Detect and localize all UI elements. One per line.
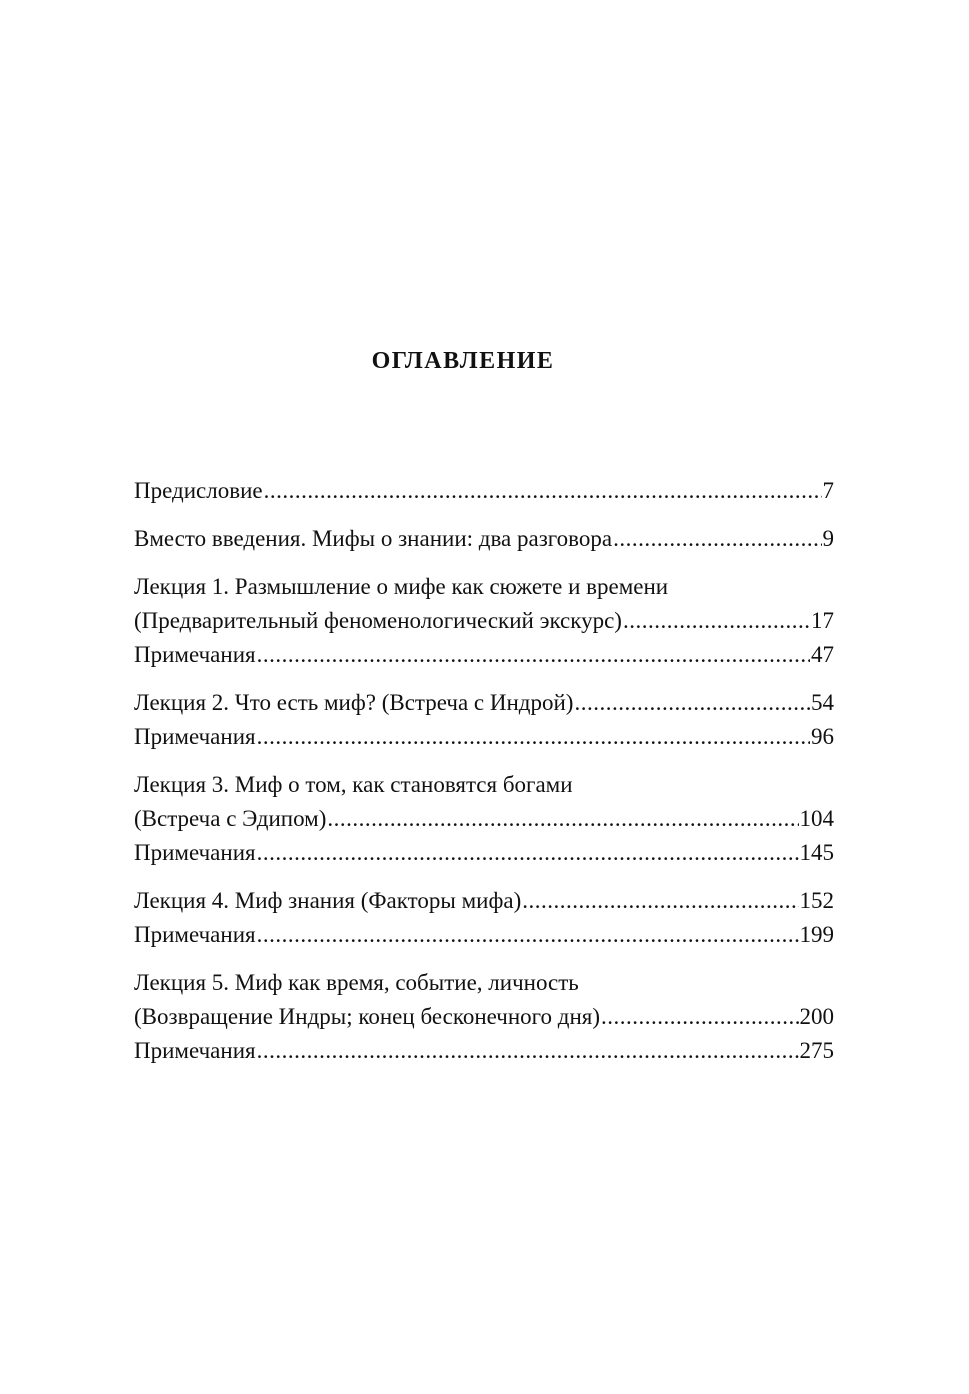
toc-page-number: 9: [822, 526, 834, 551]
toc-page-number: 199: [799, 922, 834, 947]
toc-entry-heading: Лекция 1. Размышление о мифе как сюжете и времени: [134, 574, 669, 599]
toc-entry-lecture-5[interactable]: [134, 1000, 834, 1034]
dot-leader: [327, 802, 798, 836]
page-title: ОГЛАВЛЕНИЕ: [371, 348, 555, 374]
dot-leader: [601, 1000, 798, 1034]
toc-entry-text: Примечания: [134, 840, 256, 865]
toc-page-number: 200: [799, 1004, 834, 1029]
toc-group-intro: [134, 522, 834, 556]
toc-entry-lecture-4[interactable]: [134, 884, 834, 918]
toc-group-lecture-1: [134, 570, 834, 672]
toc-page-number: 96: [811, 724, 834, 749]
toc-entry-text: Вместо введения. Мифы о знании: два разговора: [134, 526, 613, 551]
toc-page-number: 7: [822, 478, 834, 503]
toc-entry-text: Предисловие: [134, 478, 263, 503]
toc-group-lecture-4: [134, 884, 834, 952]
dot-leader: [257, 720, 810, 754]
toc-group-lecture-5: [134, 966, 834, 1068]
dot-leader: [264, 474, 822, 508]
toc-entry-notes[interactable]: [134, 836, 834, 870]
toc-entry-notes[interactable]: [134, 1034, 834, 1068]
table-of-contents: [134, 474, 834, 1082]
toc-entry-lecture-2[interactable]: [134, 686, 834, 720]
toc-entry-intro[interactable]: [134, 522, 834, 556]
toc-entry-text: Примечания: [134, 1038, 256, 1063]
toc-entry-heading: Лекция 5. Миф как время, событие, личность: [134, 970, 579, 995]
dot-leader: [257, 918, 799, 952]
toc-entry-text: (Предварительный феноменологический экскурс): [134, 608, 622, 633]
toc-group-lecture-2: [134, 686, 834, 754]
toc-page-number: 275: [799, 1038, 834, 1063]
toc-entry-text: Лекция 4. Миф знания (Факторы мифа): [134, 888, 522, 913]
dot-leader: [257, 638, 810, 672]
toc-entry-text: Примечания: [134, 642, 256, 667]
dot-leader: [574, 686, 810, 720]
toc-page-number: 145: [799, 840, 834, 865]
toc-page-number: 17: [811, 608, 834, 633]
toc-page-number: 54: [811, 690, 834, 715]
toc-entry-text: Примечания: [134, 922, 256, 947]
toc-page-number: 152: [799, 888, 834, 913]
toc-entry-preface[interactable]: [134, 474, 834, 508]
dot-leader: [623, 604, 810, 638]
toc-group-lecture-3: [134, 768, 834, 870]
dot-leader: [257, 1034, 799, 1068]
dot-leader: [613, 522, 821, 556]
toc-entry-lecture-3[interactable]: [134, 802, 834, 836]
dot-leader: [522, 884, 798, 918]
toc-entry-lecture-1[interactable]: [134, 604, 834, 638]
toc-entry-text: (Встреча с Эдипом): [134, 806, 327, 831]
toc-group-preface: [134, 474, 834, 508]
toc-entry-heading: Лекция 3. Миф о том, как становятся богами: [134, 772, 573, 797]
toc-entry-text: Примечания: [134, 724, 256, 749]
toc-page-number: 104: [799, 806, 834, 831]
toc-entry-notes[interactable]: [134, 918, 834, 952]
toc-page-number: 47: [811, 642, 834, 667]
toc-entry-text: Лекция 2. Что есть миф? (Встреча с Индрой): [134, 690, 574, 715]
toc-entry-text: (Возвращение Индры; конец бесконечного дня): [134, 1004, 601, 1029]
dot-leader: [257, 836, 799, 870]
toc-entry-notes[interactable]: [134, 720, 834, 754]
toc-entry-notes[interactable]: [134, 638, 834, 672]
